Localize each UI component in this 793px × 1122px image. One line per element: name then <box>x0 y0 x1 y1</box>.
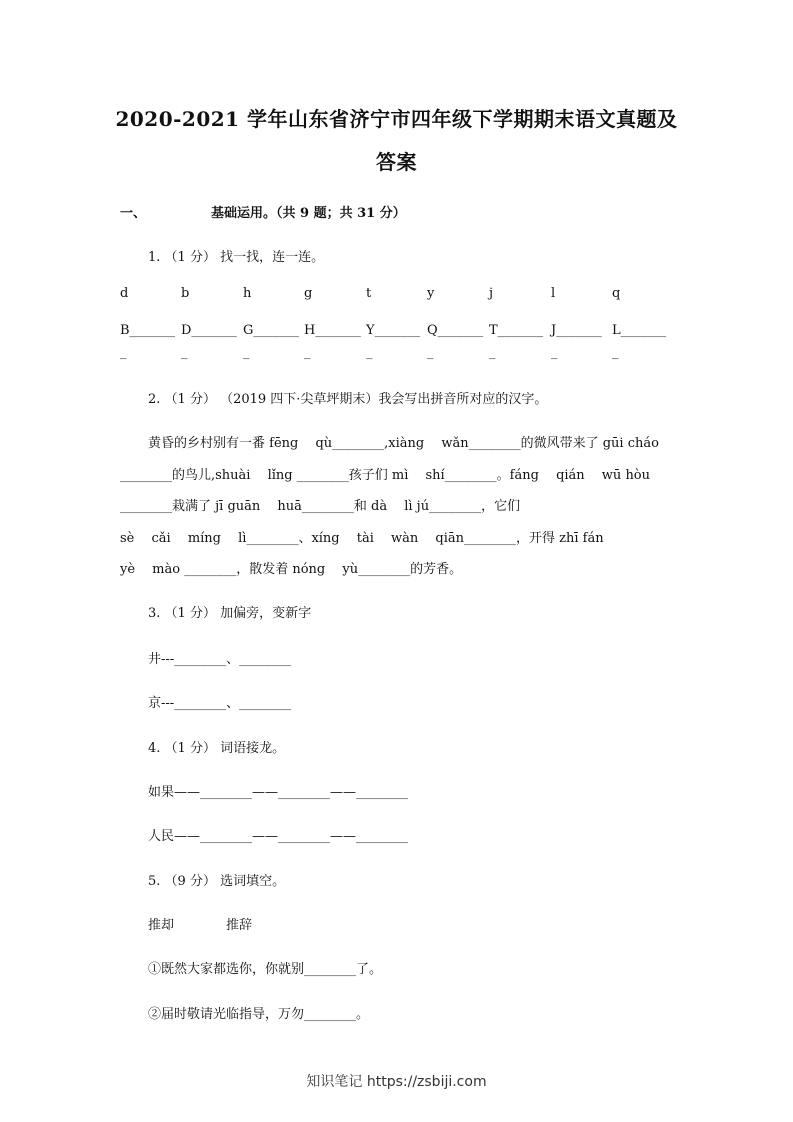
question-2-text: 2. （1 分） （2019 四下·尖草坪期末）我会写出拼音所对应的汉字。 <box>148 392 548 407</box>
question-3-text: 3. （1 分） 加偏旁，变新字 <box>148 606 312 621</box>
q4-blank-line: 人民——________——________——________ <box>148 829 409 844</box>
q1-dash: _ <box>551 345 558 360</box>
q1-letter: t <box>366 286 372 301</box>
q1-letter: h <box>243 286 252 301</box>
q1-dash: _ <box>181 345 188 360</box>
q1-letter: j <box>489 286 494 301</box>
q5-word-choices <box>148 914 252 933</box>
watermark-footer: 知识笔记 https://zsbiji.com <box>306 1074 487 1090</box>
q1-cap-blank: G_______ <box>243 323 299 338</box>
q5-word: 推却 <box>148 918 175 933</box>
question-1-text: 1. （1 分） 找一找，连一连。 <box>148 250 325 265</box>
q1-dash: _ <box>243 345 250 360</box>
q1-cap-blank: J_______ <box>551 323 602 338</box>
q1-dash: _ <box>120 345 127 360</box>
document-title-line1: 2020-2021 学年山东省济宁市四年级下学期期末语文真题及 <box>115 107 678 131</box>
q1-cap-blank: H_______ <box>304 323 361 338</box>
q2-pinyin-line: 黄昏的乡村别有一番 fēng qù________,xiàng wǎn________的微风带来了 gūi cháo <box>148 436 659 451</box>
section-label: 基础运用。（共 9 题；共 31 分） <box>211 206 406 221</box>
q1-cap-blank: T_______ <box>489 323 544 338</box>
question-4-text: 4. （1 分） 词语接龙。 <box>148 741 286 756</box>
q1-dash: _ <box>489 345 496 360</box>
q1-letter: d <box>120 286 129 301</box>
q2-pinyin-line: ________的鸟儿,shuài lǐng ________孩子们 mì shí________。fáng qián wū hòu <box>120 468 651 483</box>
q3-blank-line: 井---________、________ <box>148 652 292 667</box>
q2-pinyin-line: sè cǎi míng lì________、xíng tài wàn qiān________，开得 zhī fán <box>120 531 604 546</box>
q1-letter: y <box>427 286 435 301</box>
q1-cap-blank: Y_______ <box>366 323 421 338</box>
section-heading <box>120 202 406 221</box>
q5-sentence: ①既然大家都选你，你就别________了。 <box>148 962 383 977</box>
q1-dash: _ <box>366 345 373 360</box>
q1-letter: l <box>551 286 556 301</box>
q3-blank-line: 京---________、________ <box>148 696 292 711</box>
q1-dash: _ <box>304 345 311 360</box>
q1-cap-blank: B_______ <box>120 323 176 338</box>
q4-blank-line: 如果——________——________——________ <box>148 785 409 800</box>
q1-letter: b <box>181 286 190 301</box>
q1-cap-blank: D_______ <box>181 323 237 338</box>
document-title-line2: 答案 <box>376 150 417 174</box>
q1-letter: q <box>612 286 621 301</box>
q1-dash: _ <box>427 345 434 360</box>
q5-sentence: ②届时敬请光临指导，万勿________。 <box>148 1007 370 1022</box>
q1-dash: _ <box>612 345 619 360</box>
q2-pinyin-line: yè mào ________，散发着 nóng yù________的芳香。 <box>120 562 463 577</box>
q1-cap-blank: Q_______ <box>427 323 484 338</box>
question-5-text: 5. （9 分） 选词填空。 <box>148 874 286 889</box>
q5-word: 推辞 <box>226 918 253 933</box>
q2-pinyin-line: ________栽满了 jī guān huā________和 dà lì jú________，它们 <box>120 499 521 514</box>
q1-cap-blank: L_______ <box>612 323 667 338</box>
section-number: 一、 <box>120 206 147 221</box>
q1-letter: g <box>304 286 313 301</box>
